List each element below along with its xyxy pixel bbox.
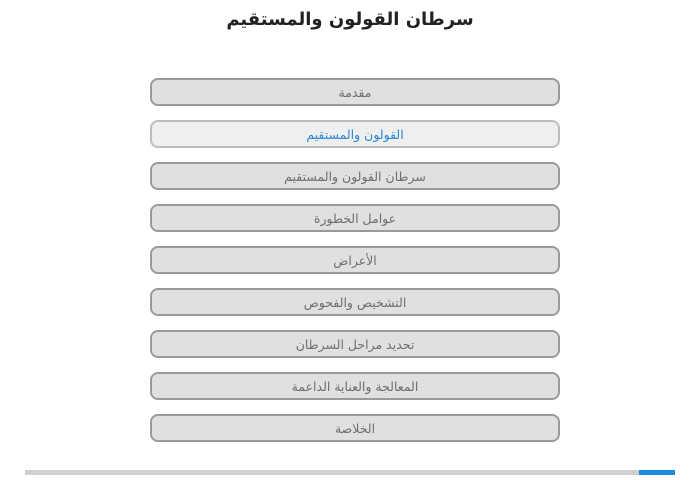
menu-item-intro[interactable]: مقدمة <box>150 78 560 106</box>
menu-item-treatment[interactable]: المعالجة والعناية الداعمة <box>150 372 560 400</box>
chapter-menu <box>150 78 560 442</box>
menu-item-symptoms[interactable]: الأعراض <box>150 246 560 274</box>
menu-item-colorectal-cancer[interactable]: سرطان القولون والمستقيم <box>150 162 560 190</box>
progress-bar-fill <box>639 470 675 475</box>
menu-item-colon-rectum[interactable]: القولون والمستقيم <box>150 120 560 148</box>
menu-item-staging[interactable]: تحديد مراحل السرطان <box>150 330 560 358</box>
menu-item-risk-factors[interactable]: عوامل الخطورة <box>150 204 560 232</box>
page-title: سرطان القولون والمستقيم <box>226 9 474 30</box>
progress-bar <box>25 470 675 475</box>
menu-item-diagnosis[interactable]: التشخيص والفحوص <box>150 288 560 316</box>
menu-item-summary[interactable]: الخلاصة <box>150 414 560 442</box>
